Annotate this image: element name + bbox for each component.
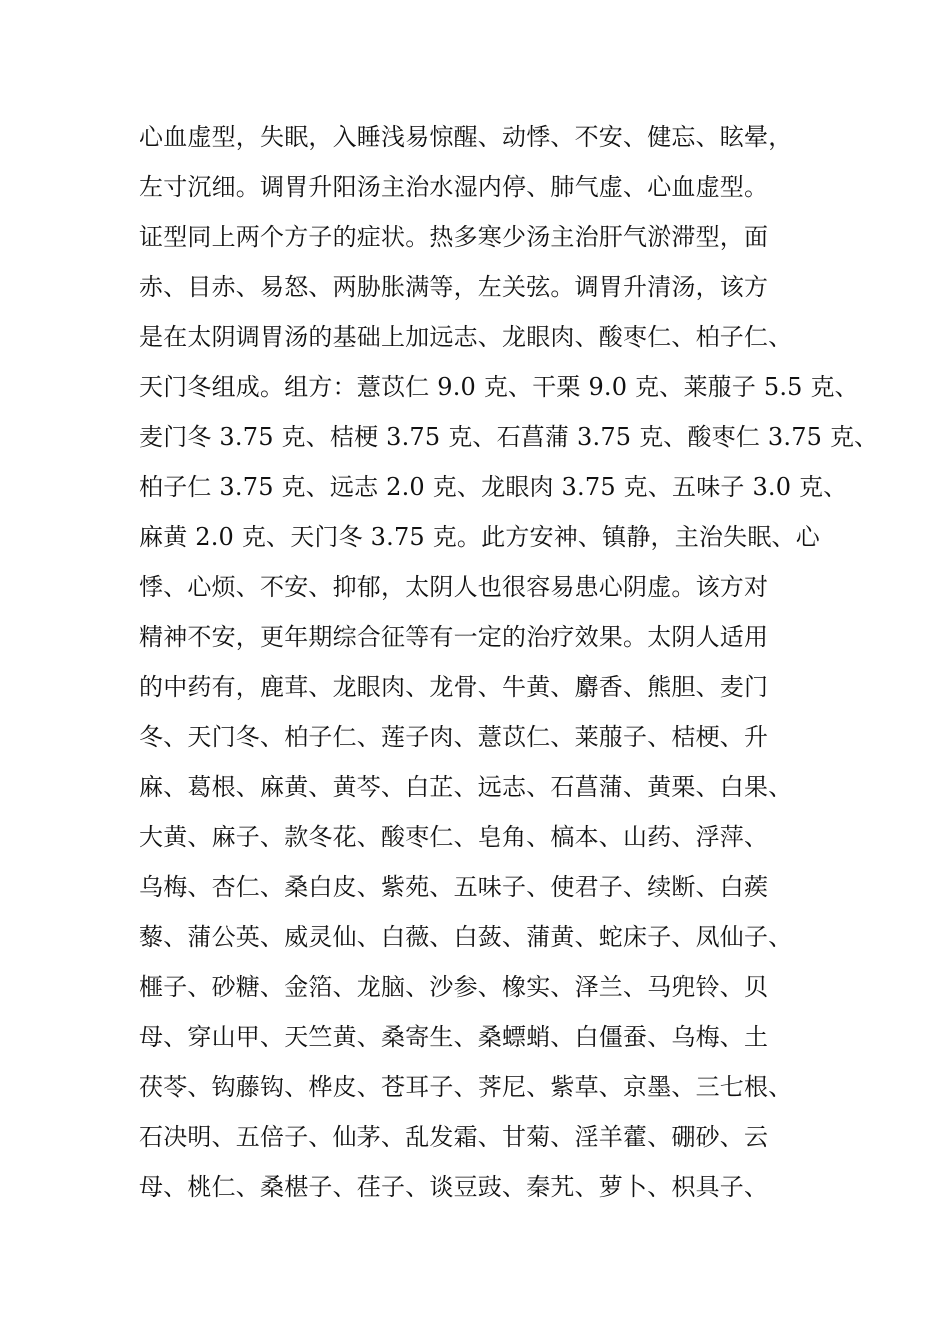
text-line: 麻、葛根、麻黄、黄芩、白芷、远志、石菖蒲、黄栗、白果、: [139, 773, 793, 801]
text-line: 大黄、麻子、款冬花、酸枣仁、皂角、槁本、山药、浮萍、: [139, 823, 769, 851]
text-line: 藜、蒲公英、威灵仙、白薇、白蔹、蒲黄、蛇床子、凤仙子、: [139, 923, 793, 951]
text-line: 乌梅、杏仁、桑白皮、紫苑、五味子、使君子、续断、白蒺: [139, 873, 769, 901]
text-line: 天门冬组成。组方：薏苡仁 9.0 克、干栗 9.0 克、莱菔子 5.5 克、: [139, 373, 859, 401]
text-line: 母、穿山甲、天竺黄、桑寄生、桑螵蛸、白僵蚕、乌梅、土: [139, 1023, 769, 1051]
text-line: 心血虚型，失眠，入睡浅易惊醒、动悸、不安、健忘、眩晕，: [139, 123, 793, 151]
text-line: 柏子仁 3.75 克、远志 2.0 克、龙眼肉 3.75 克、五味子 3.0 克、: [139, 473, 848, 501]
text-line: 麦门冬 3.75 克、桔梗 3.75 克、石菖蒲 3.75 克、酸枣仁 3.75 克、: [139, 423, 879, 451]
text-line: 母、桃仁、桑椹子、荏子、谈豆豉、秦艽、萝卜、枳具子、: [139, 1173, 769, 1201]
text-line: 精神不安，更年期综合征等有一定的治疗效果。太阴人适用: [139, 623, 769, 651]
text-line: 石决明、五倍子、仙茅、乱发霜、甘菊、淫羊藿、硼砂、云: [139, 1123, 769, 1151]
text-line: 茯苓、钩藤钩、桦皮、苍耳子、荠尼、紫草、京墨、三七根、: [139, 1073, 793, 1101]
text-line: 赤、目赤、易怒、两胁胀满等，左关弦。调胃升清汤，该方: [139, 273, 769, 301]
body-text: [139, 112, 879, 1212]
text-line: 麻黄 2.0 克、天门冬 3.75 克。此方安神、镇静，主治失眠、心: [139, 523, 820, 551]
text-line: 的中药有，鹿茸、龙眼肉、龙骨、牛黄、麝香、熊胆、麦门: [139, 673, 769, 701]
text-line: 悸、心烦、不安、抑郁，太阴人也很容易患心阴虚。该方对: [139, 573, 769, 601]
text-line: 左寸沉细。调胃升阳汤主治水湿内停、肺气虚、心血虚型。: [139, 173, 769, 201]
text-line: 冬、天门冬、柏子仁、莲子肉、薏苡仁、莱菔子、桔梗、升: [139, 723, 769, 751]
text-line: 榧子、砂糖、金箔、龙脑、沙参、橡实、泽兰、马兜铃、贝: [139, 973, 769, 1001]
text-line: 是在太阴调胃汤的基础上加远志、龙眼肉、酸枣仁、柏子仁、: [139, 323, 793, 351]
text-line: 证型同上两个方子的症状。热多寒少汤主治肝气淤滞型，面: [139, 223, 769, 251]
